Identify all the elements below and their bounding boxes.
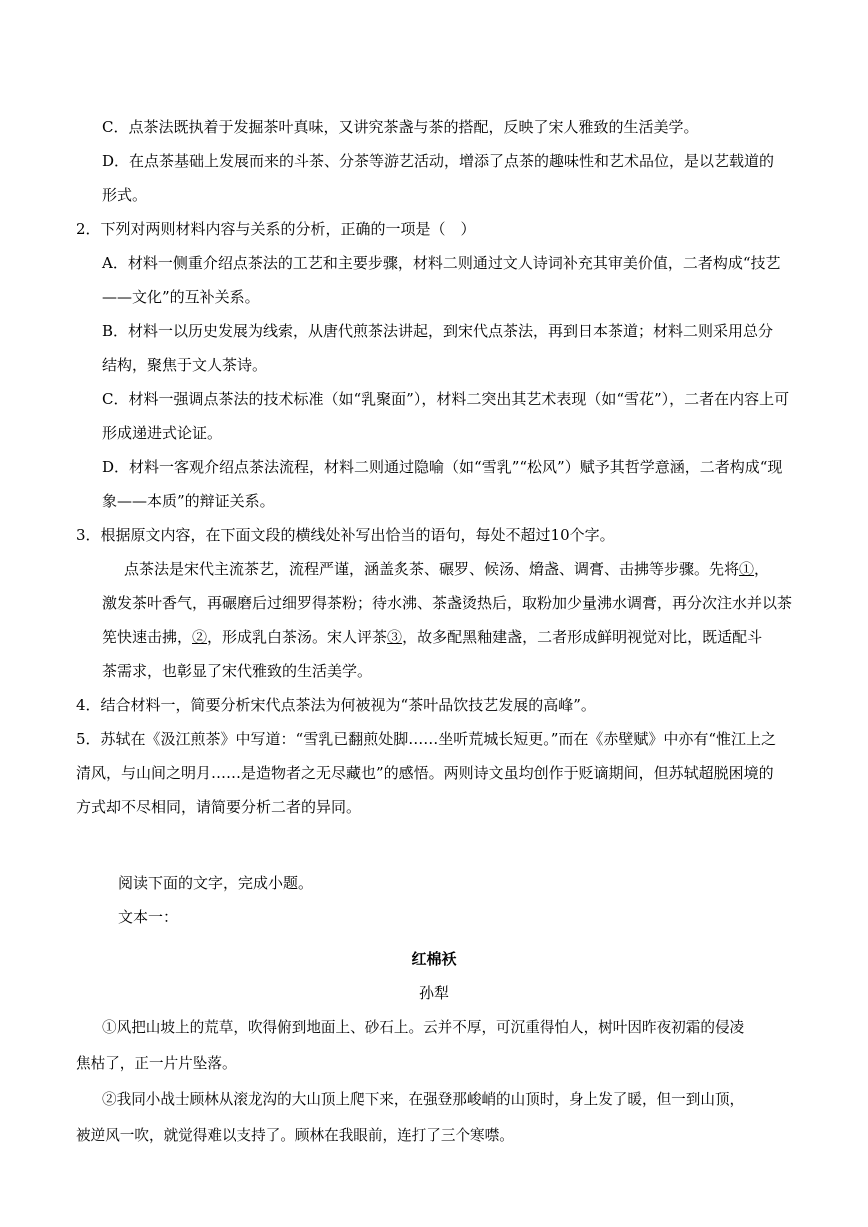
q3-passage-line2: 激发茶叶香气，再碾磨后过细罗得茶粉；待水沸、茶盏烫热后，取粉加少量沸水调膏，再分次注水并以茶 bbox=[102, 594, 792, 612]
story-para2-line1: ②我同小战士顾林从滚龙沟的大山顶上爬下来，在强登那峻峭的山顶时，身上发了暖，但一到山顶， bbox=[102, 1091, 745, 1108]
q5-line3: 方式却不尽相同，请简要分析二者的异同。 bbox=[76, 798, 362, 816]
q3-text: 筅快速击拂， bbox=[102, 628, 193, 646]
q4-stem: 4．结合材料一，简要分析宋代点茶法为何被视为“茶叶品饮技艺发展的高峰”。 bbox=[76, 696, 596, 714]
q2-stem: 2．下列对两则材料内容与关系的分析，正确的一项是（ ） bbox=[76, 220, 476, 238]
q2-option-c-line2: 形成递进式论证。 bbox=[102, 424, 223, 442]
q2-option-a-line1: A．材料一侧重介绍点茶法的工艺和主要步骤，材料二则通过文人诗词补充其审美价值，二者构成“技艺 bbox=[102, 254, 781, 272]
answer-blank-2: ② bbox=[192, 628, 208, 646]
q2-option-b-line1: B．材料一以历史发展为线索，从唐代煎茶法讲起，到宋代点茶法，再到日本茶道；材料二则采用总分 bbox=[102, 322, 774, 340]
answer-blank-3: ③ bbox=[387, 628, 403, 646]
story-author: 孙犁 bbox=[418, 984, 449, 1002]
q2-option-d-line1: D．材料一客观介绍点茶法流程，材料二则通过隐喻（如“雪乳”“松风”）赋予其哲学意涵，二者构成“现 bbox=[102, 458, 783, 476]
q3-text: ，形成乳白茶汤。宋人评茶 bbox=[207, 628, 388, 646]
q1-option-c: C．点茶法既执着于发掘茶叶真味，又讲究茶盏与茶的搭配，反映了宋人雅致的生活美学。 bbox=[102, 118, 699, 136]
q1-option-d-line2: 形式。 bbox=[102, 186, 148, 204]
text-label: 文本一： bbox=[118, 908, 179, 926]
story-para1-line2: 焦枯了，正一片片坠落。 bbox=[76, 1055, 237, 1072]
q1-option-d-line1: D．在点茶基础上发展而来的斗茶、分茶等游艺活动，增添了点茶的趣味性和艺术品位，是以艺载道的 bbox=[102, 152, 775, 170]
q3-text: 点茶法是宋代主流茶艺，流程严谨，涵盖炙茶、碾罗、候汤、熁盏、调膏、击拂等步骤。先将 bbox=[124, 560, 740, 578]
q3-passage-line4: 茶需求，也彰显了宋代雅致的生活美学。 bbox=[102, 662, 373, 680]
q5-line1: 5．苏轼在《汲江煎茶》中写道：“雪乳已翻煎处脚……坐听荒城长短更。”而在《赤壁赋》中亦有“惟江上之 bbox=[76, 730, 777, 748]
q3-text: ，故多配黑釉建盏，二者形成鲜明视觉对比，既适配斗 bbox=[402, 628, 763, 646]
q2-option-c-line1: C．材料一强调点茶法的技术标准（如“乳聚面”），材料二突出其艺术表现（如“雪花”），二者在内容上可 bbox=[102, 390, 790, 408]
story-title: 红棉袄 bbox=[411, 950, 457, 968]
reading-instruction: 阅读下面的文字，完成小题。 bbox=[118, 874, 314, 892]
q3-stem: 3．根据原文内容，在下面文段的横线处补写出恰当的语句，每处不超过10个字。 bbox=[76, 526, 615, 544]
q2-option-b-line2: 结构，聚焦于文人茶诗。 bbox=[102, 356, 268, 374]
q2-option-d-line2: 象——本质”的辩证关系。 bbox=[102, 492, 275, 510]
q3-passage-line3 bbox=[76, 620, 792, 654]
q2-option-a-line2: ——文化”的互补关系。 bbox=[102, 288, 260, 306]
q5-line2: 清风，与山间之明月……是造物者之无尽藏也”的感悟。两则诗文虽均创作于贬谪期间，但苏轼超脱困境的 bbox=[76, 764, 774, 782]
story-para2-line2: 被逆风一吹，就觉得难以支持了。顾林在我眼前，连打了三个寒噤。 bbox=[76, 1127, 514, 1144]
answer-blank-1: ① bbox=[739, 560, 755, 578]
q3-passage-line1 bbox=[76, 552, 792, 586]
story-para1-line1: ①风把山坡上的荒草，吹得俯到地面上、砂石上。云并不厚，可沉重得怕人，树叶因昨夜初霜的侵凌 bbox=[102, 1019, 745, 1036]
q3-text: ， bbox=[754, 560, 770, 578]
section-gap bbox=[76, 824, 792, 866]
